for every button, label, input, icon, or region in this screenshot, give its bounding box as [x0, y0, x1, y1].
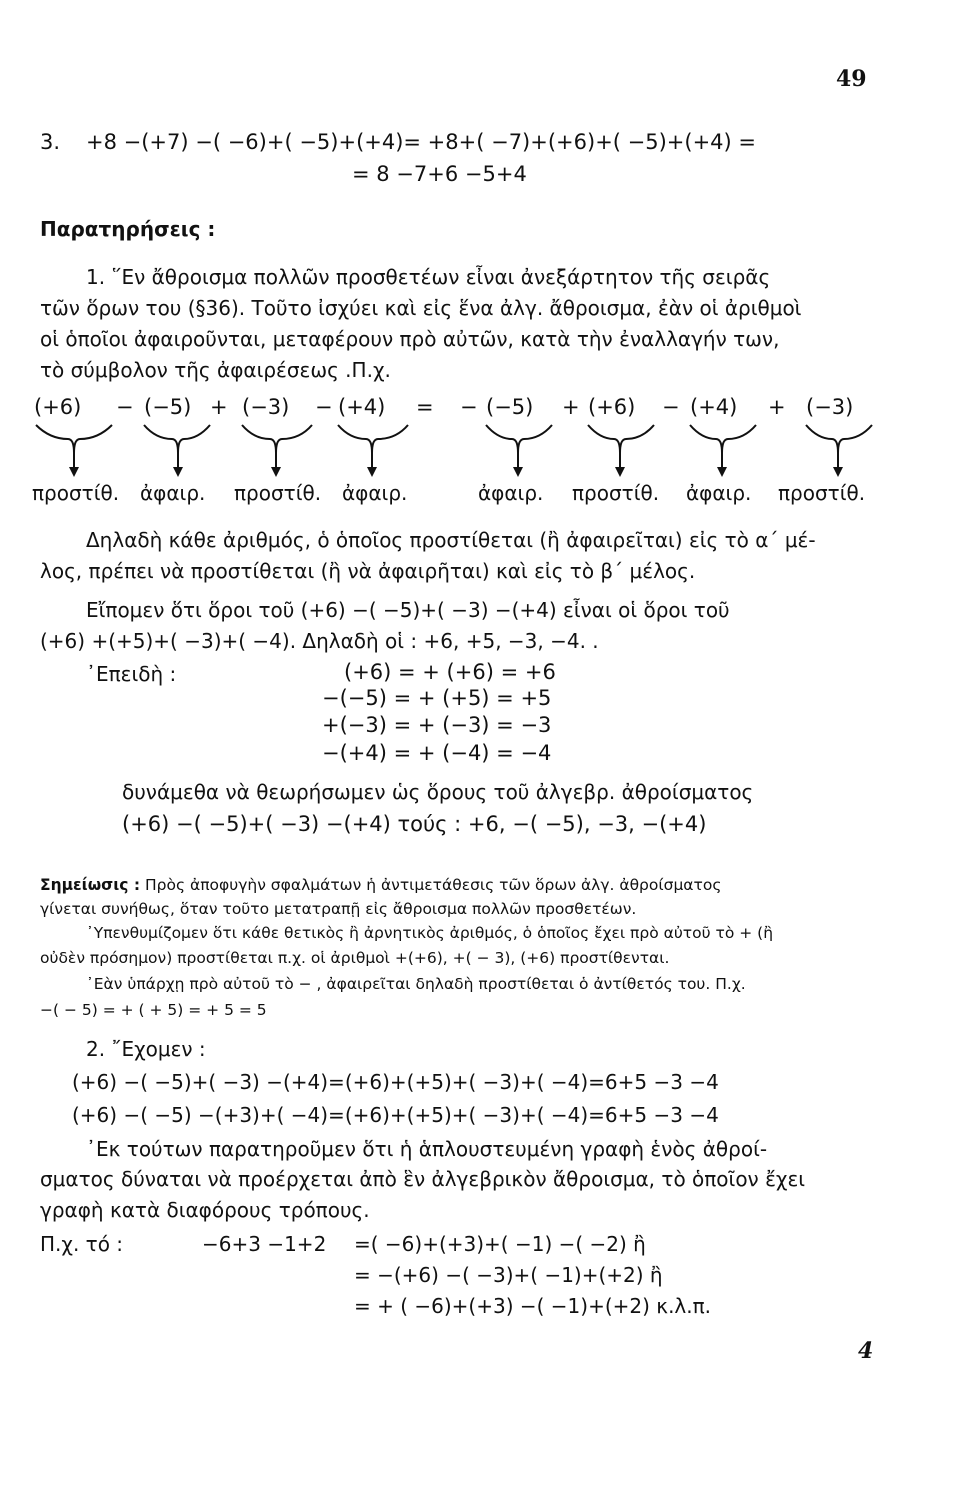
equation: (+6) −( −5) −(+3)+( −4)=(+6)+(+5)+( −3)+( −4)=6+5 −3 −4 — [72, 1103, 719, 1127]
note-line: οὐδὲν πρόσημον) προστίθεται π.χ. οἱ ἀριθμοὶ +(+6), +( − 3), (+6) προστίθενται. — [40, 949, 670, 967]
equation: +(−3) = + (−3) = −3 — [322, 713, 552, 737]
operator: − — [315, 395, 333, 419]
underbrace-icon — [588, 425, 620, 453]
paragraph-line: λος, πρέπει νὰ προστίθεται (ἢ νὰ ἀφαιρῆται) καὶ εἰς τὸ β΄ μέλος. — [40, 559, 696, 583]
brace-label: προστίθ. — [572, 481, 660, 505]
arrow-down-icon — [367, 467, 377, 477]
arrow-down-icon — [833, 467, 843, 477]
arrow-down-icon — [69, 467, 79, 477]
operator: + — [210, 395, 228, 419]
example-label: Π.χ. τό : — [40, 1232, 124, 1256]
term: (+4) — [338, 395, 386, 419]
page-number: 49 — [836, 66, 867, 92]
observation-heading: 2. ῎Εχομεν : — [86, 1037, 206, 1061]
brace-label: προστίθ. — [234, 481, 322, 505]
brace-label: ἀφαιρ. — [140, 481, 206, 505]
paragraph-line: 1. ῞Εν ἄθροισμα πολλῶν προσθετέων εἶναι ἀνεξάρτητον τῆς σειρᾶς — [86, 265, 771, 289]
operator: − — [662, 395, 680, 419]
brace-label: ἀφαιρ. — [478, 481, 544, 505]
arrow-down-icon — [173, 467, 183, 477]
paragraph-line: Δηλαδὴ κάθε ἀριθμός, ὁ ὁποῖος προστίθεται (ἢ ἀφαιρεῖται) εἰς τὸ α΄ μέ- — [86, 528, 816, 552]
arrow-down-icon — [271, 467, 281, 477]
term: (−5) — [486, 395, 534, 419]
equation: −(+4) = + (−4) = −4 — [322, 741, 552, 765]
operator: + — [768, 395, 786, 419]
note-label: Σημείωσις : — [40, 876, 141, 894]
paragraph-line: σματος δύναται νὰ προέρχεται ἀπὸ ἓν ἀλγεβρικὸν ἄθροισμα, τὸ ὁποῖον ἔχει — [40, 1167, 806, 1191]
equation: (+6) −( −5)+( −3) −(+4) τούς : +6, −( −5), −3, −(+4) — [122, 812, 707, 836]
underbrace-icon — [690, 425, 722, 453]
equation: =( −6)+(+3)+( −1) −( −2) ἢ — [354, 1232, 646, 1256]
paragraph-line: (+6) +(+5)+( −3)+( −4). Δηλαδὴ οἱ : +6, +5, −3, −4. . — [40, 629, 599, 653]
example-label: 3. — [40, 130, 61, 154]
brace-label: ἀφαιρ. — [342, 481, 408, 505]
equation: = + ( −6)+(+3) −( −1)+(+2) κ.λ.π. — [354, 1294, 712, 1318]
underbrace-icon — [338, 425, 372, 453]
brace-label: ἀφαιρ. — [686, 481, 752, 505]
operator: + — [562, 395, 580, 419]
paragraph-line: οἱ ὁποῖοι ἀφαιροῦνται, μεταφέρουν πρὸ αὐτῶν, κατὰ τὴν ἐναλλαγήν των, — [40, 327, 780, 351]
equation: = −(+6) −( −3)+( −1)+(+2) ἢ — [354, 1263, 663, 1287]
term: (+4) — [690, 395, 738, 419]
example-line: +8 −(+7) −( −6)+( −5)+(+4)= +8+( −7)+(+6)+( −5)+(+4) = — [86, 130, 757, 154]
observations-heading: Παρατηρήσεις : — [40, 217, 216, 241]
paragraph-line: δυνάμεθα νὰ θεωρήσωμεν ὡς ὅρους τοῦ ἀλγεβρ. ἀθροίσματος — [122, 780, 754, 804]
paragraph-line: γραφὴ κατὰ διαφόρους τρόπους. — [40, 1198, 370, 1222]
term: (−3) — [806, 395, 854, 419]
paragraph-line: τὸ σύμβολον τῆς ἀφαιρέσεως .Π.χ. — [40, 358, 391, 382]
note-line: ᾿Υπενθυμίζομεν ὅτι κάθε θετικὸς ἢ ἀρνητικὸς ἀριθμός, ὁ ὁποῖος ἔχει πρὸ αὐτοῦ τὸ + (ἢ — [86, 924, 774, 942]
underbrace-icon — [806, 425, 838, 453]
since-label: ᾿Επειδὴ : — [86, 662, 177, 686]
equation: (+6) −( −5)+( −3) −(+4)=(+6)+(+5)+( −3)+( −4)=6+5 −3 −4 — [72, 1070, 719, 1094]
equation: −6+3 −1+2 — [202, 1232, 327, 1256]
term: (−5) — [144, 395, 192, 419]
note-text: Πρὸς ἀποφυγὴν σφαλμάτων ἡ ἀντιμετάθεσις τῶν ὅρων ἀλγ. ἀθροίσματος — [140, 876, 722, 894]
arrow-down-icon — [513, 467, 523, 477]
underbrace-icon — [36, 425, 74, 453]
term: (−3) — [242, 395, 290, 419]
underbrace-icon — [486, 425, 518, 453]
underbrace-icon — [144, 425, 178, 453]
operator: − — [460, 395, 478, 419]
term: (+6) — [34, 395, 82, 419]
underbrace-icon — [242, 425, 276, 453]
note-line: −( − 5) = + ( + 5) = + 5 = 5 — [40, 1001, 267, 1019]
paragraph-line: ᾿Εκ τούτων παρατηροῦμεν ὅτι ἡ ἁπλουστευμένη γραφὴ ἑνὸς ἀθροί- — [86, 1137, 768, 1161]
equation: −(−5) = + (+5) = +5 — [322, 686, 552, 710]
paragraph-line: τῶν ὅρων του (§36). Τοῦτο ἰσχύει καὶ εἰς ἕνα ἀλγ. ἄθροισμα, ἐὰν οἱ ἀριθμοὶ — [40, 296, 802, 320]
term: (+6) — [588, 395, 636, 419]
equation: (+6) = + (+6) = +6 — [344, 660, 556, 684]
equals-sign: = — [416, 395, 434, 419]
brace-expression — [30, 395, 890, 510]
brace-label: προστίθ. — [32, 481, 120, 505]
page-footer-number: 4 — [858, 1338, 874, 1364]
operator: − — [116, 395, 134, 419]
example-line: = 8 −7+6 −5+4 — [352, 162, 527, 186]
paragraph-line: Εἴπομεν ὅτι ὅροι τοῦ (+6) −( −5)+( −3) −(+4) εἶναι οἱ ὅροι τοῦ — [86, 598, 730, 622]
note-line — [40, 876, 721, 895]
note-line: ᾿Εὰν ὑπάρχῃ πρὸ αὐτοῦ τὸ − , ἀφαιρεῖται δηλαδὴ προστίθεται ὁ ἀντίθετός του. Π.χ. — [86, 975, 746, 993]
brace-label: προστίθ. — [778, 481, 866, 505]
arrow-down-icon — [717, 467, 727, 477]
note-line: γίνεται συνήθως, ὅταν τοῦτο μετατραπῇ εἰς ἄθροισμα πολλῶν προσθετέων. — [40, 900, 637, 918]
arrow-down-icon — [615, 467, 625, 477]
